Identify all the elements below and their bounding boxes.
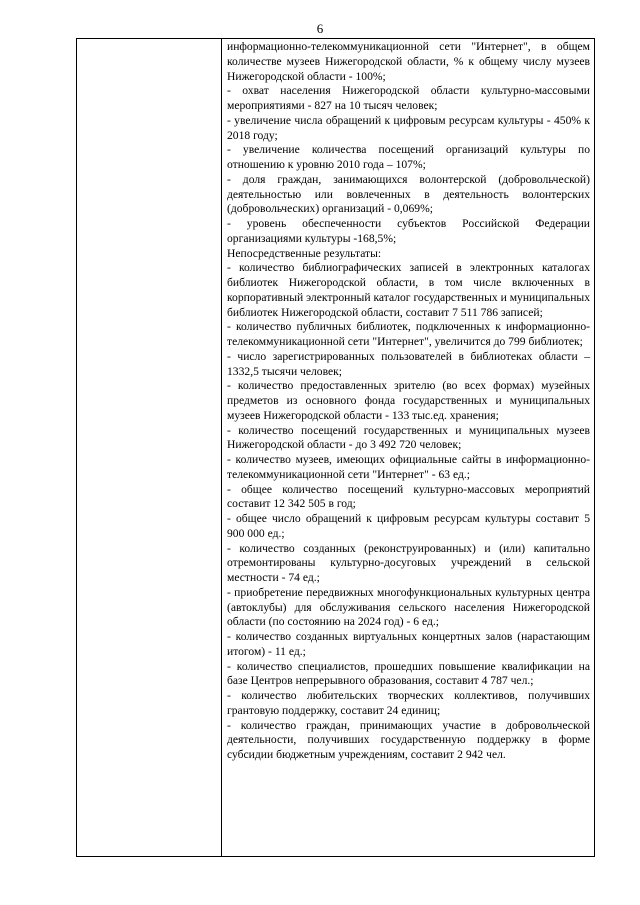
paragraph: - увеличение количества посещений организаций культуры по отношению к уровню 2010 года – 107%;: [227, 143, 590, 171]
paragraph: - количество созданных (реконструированных) и (или) капитально отремонтированы культурно-досуговых учреждений в сельской местности - 74 ед.;: [227, 541, 590, 584]
paragraph: - количество созданных виртуальных концертных залов (нарастающим итогом) - 11 ед.;: [227, 630, 590, 658]
page-number: 6: [316, 21, 324, 36]
paragraph: - количество библиографических записей в электронных каталогах библиотек Нижегородской области, в том числе включенных в корпоративный электронный каталог государственных и муниципальных библиотек Нижегородской области, составит 7 511 786 записей;: [227, 261, 590, 319]
paragraph: - количество музеев, имеющих официальные сайты в информационно-телекоммуникационной сети "Интернет" - 63 ед.;: [227, 453, 590, 481]
table-row: [77, 39, 595, 857]
paragraph: - приобретение передвижных многофункциональных культурных центра (автоклубы) для обслуживания сельского населения Нижегородской области (по состоянию на 2024 год) - 6 ед.;: [227, 585, 590, 629]
paragraph: - количество граждан, принимающих участие в добровольческой деятельности, получивших государственную поддержку в форме субсидии бюджетным учреждениям, составит 2 942 чел.: [227, 718, 590, 761]
right-cell: [222, 39, 595, 857]
paragraph: информационно-телекоммуникационной сети "Интернет", в общем количестве музеев Нижегородской области, % к общему числу музеев Нижегородской области - 100%;: [227, 40, 590, 83]
paragraph: - общее количество посещений культурно-массовых мероприятий составит 12 342 505 в год;: [227, 482, 590, 511]
paragraph: - доля граждан, занимающихся волонтерской (добровольческой) деятельностью или вовлеченных в деятельность волонтерских (добровольческих) организаций - 0,069%;: [227, 172, 590, 216]
left-cell: [77, 39, 222, 857]
results-text: [222, 39, 594, 763]
paragraph: - количество посещений государственных и муниципальных музеев Нижегородской области - до 3 492 720 человек;: [227, 423, 590, 452]
paragraph: - увеличение числа обращений к цифровым ресурсам культуры - 450% к 2018 году;: [227, 113, 590, 142]
section-heading: Непосредственные результаты:: [227, 246, 382, 260]
paragraph: - уровень обеспеченности субъектов Российской Федерации организациями культуры -168,5%;: [227, 217, 590, 245]
paragraph: - общее число обращений к цифровым ресурсам культуры составит 5 900 000 ед.;: [227, 512, 590, 540]
paragraph: - количество специалистов, прошедших повышение квалификации на базе Центров непрерывного образования, составит 4 787 чел.;: [227, 659, 590, 688]
paragraph: - охват населения Нижегородской области культурно-массовыми мероприятиями - 827 на 10 тысяч человек;: [227, 84, 590, 112]
paragraph: - количество предоставленных зрителю (во всех формах) музейных предметов из основного фонда государственных и муниципальных музеев Нижегородской области - 133 тыс.ед. хранения;: [227, 379, 590, 422]
paragraph: - количество любительских творческих коллективов, получивших грантовую поддержку, составит 24 единиц;: [227, 689, 590, 717]
paragraph: - количество публичных библиотек, подключенных к информационно-телекоммуникационной сети "Интернет", увеличится до 799 библиотек;: [227, 320, 590, 348]
paragraph: - число зарегистрированных пользователей в библиотеках области – 1332,5 тысячи человек;: [227, 349, 590, 378]
content-table: [76, 38, 595, 857]
